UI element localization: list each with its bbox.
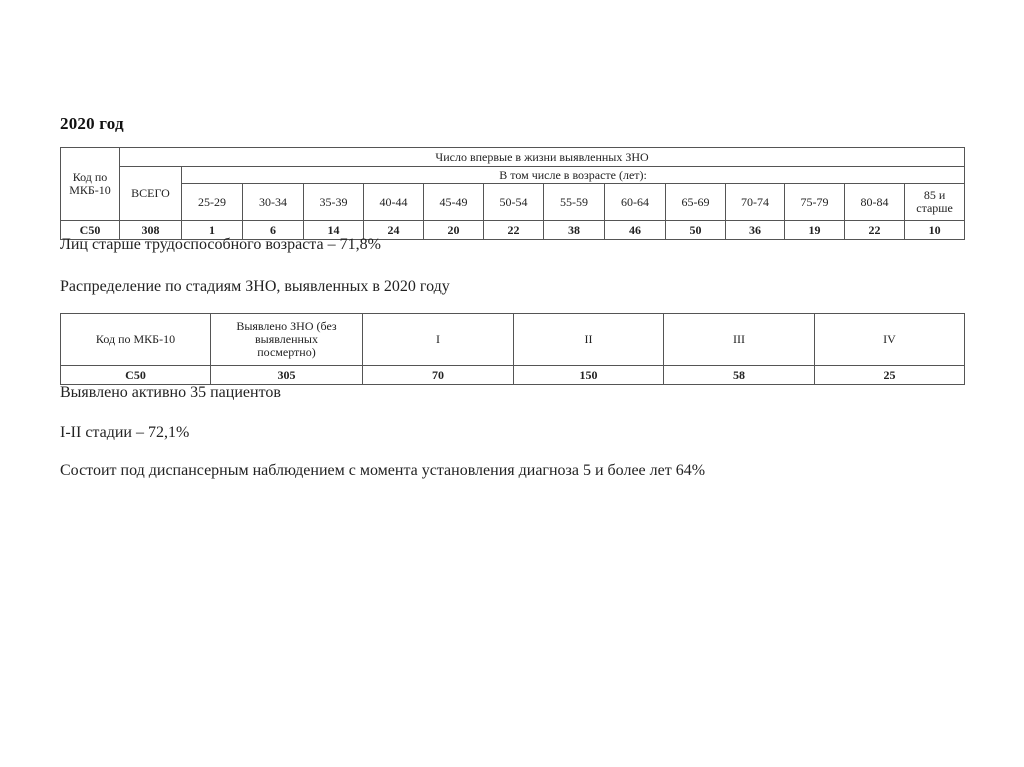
table-row [61, 366, 965, 385]
follow-up-text: Состоит под диспансерным наблюдением с момента установления диагноза 5 и более лет 64% [60, 462, 706, 479]
header-cell: Выявлено ЗНО (без выявленных посмертно) [211, 314, 363, 366]
table-header-row [61, 314, 965, 366]
value-cell: 70 [363, 366, 514, 385]
header-cell: I [363, 314, 514, 366]
value-cell: 6 [243, 221, 304, 240]
age-groups-row [61, 184, 965, 221]
value-cell: 46 [605, 221, 666, 240]
header-cell: III [664, 314, 815, 366]
total-header-cell: ВСЕГО [120, 167, 182, 221]
value-cell: 50 [666, 221, 726, 240]
value-cell: 20 [424, 221, 484, 240]
value-cell: 10 [905, 221, 965, 240]
page-title: 2020 год [60, 114, 124, 133]
value-cell: 36 [726, 221, 785, 240]
value-cell: 150 [514, 366, 664, 385]
code-cell: С50 [61, 221, 120, 240]
stage-distribution-table [60, 313, 965, 385]
stage-distribution-heading: Распределение по стадиям ЗНО, выявленных в 2020 году [60, 278, 450, 295]
age-group-cell: 40-44 [364, 184, 424, 221]
header-cell: IV [815, 314, 965, 366]
value-cell: 19 [785, 221, 845, 240]
value-cell: 1 [182, 221, 243, 240]
age-header-cell: В том числе в возрасте (лет): [182, 167, 965, 184]
age-group-cell: 55-59 [544, 184, 605, 221]
code-header-cell: Код по МКБ-10 [61, 148, 120, 221]
age-group-cell: 35-39 [304, 184, 364, 221]
age-group-cell: 65-69 [666, 184, 726, 221]
age-group-cell: 25-29 [182, 184, 243, 221]
value-cell: 305 [211, 366, 363, 385]
age-group-cell: 80-84 [845, 184, 905, 221]
header-cell: II [514, 314, 664, 366]
value-cell: 22 [484, 221, 544, 240]
code-cell: С50 [61, 366, 211, 385]
age-group-cell: 60-64 [605, 184, 666, 221]
value-cell: 14 [304, 221, 364, 240]
table-header-row [61, 148, 965, 167]
value-cell: 22 [845, 221, 905, 240]
main-header-cell: Число впервые в жизни выявленных ЗНО [120, 148, 965, 167]
value-cell: 58 [664, 366, 815, 385]
age-distribution-table [60, 147, 965, 240]
age-group-cell: 50-54 [484, 184, 544, 221]
value-cell: 25 [815, 366, 965, 385]
age-group-cell: 85 и старше [905, 184, 965, 221]
age-group-cell: 75-79 [785, 184, 845, 221]
header-cell: Код по МКБ-10 [61, 314, 211, 366]
stage-ratio-text: I-II стадии – 72,1% [60, 424, 190, 441]
value-cell: 38 [544, 221, 605, 240]
age-group-cell: 45-49 [424, 184, 484, 221]
working-age-text: Лиц старше трудоспособного возраста – 71,8% [60, 236, 381, 253]
active-detection-text: Выявлено активно 35 пациентов [60, 384, 281, 401]
table-header-row [61, 167, 965, 184]
value-cell: 24 [364, 221, 424, 240]
age-group-cell: 70-74 [726, 184, 785, 221]
total-cell: 308 [120, 221, 182, 240]
age-group-cell: 30-34 [243, 184, 304, 221]
